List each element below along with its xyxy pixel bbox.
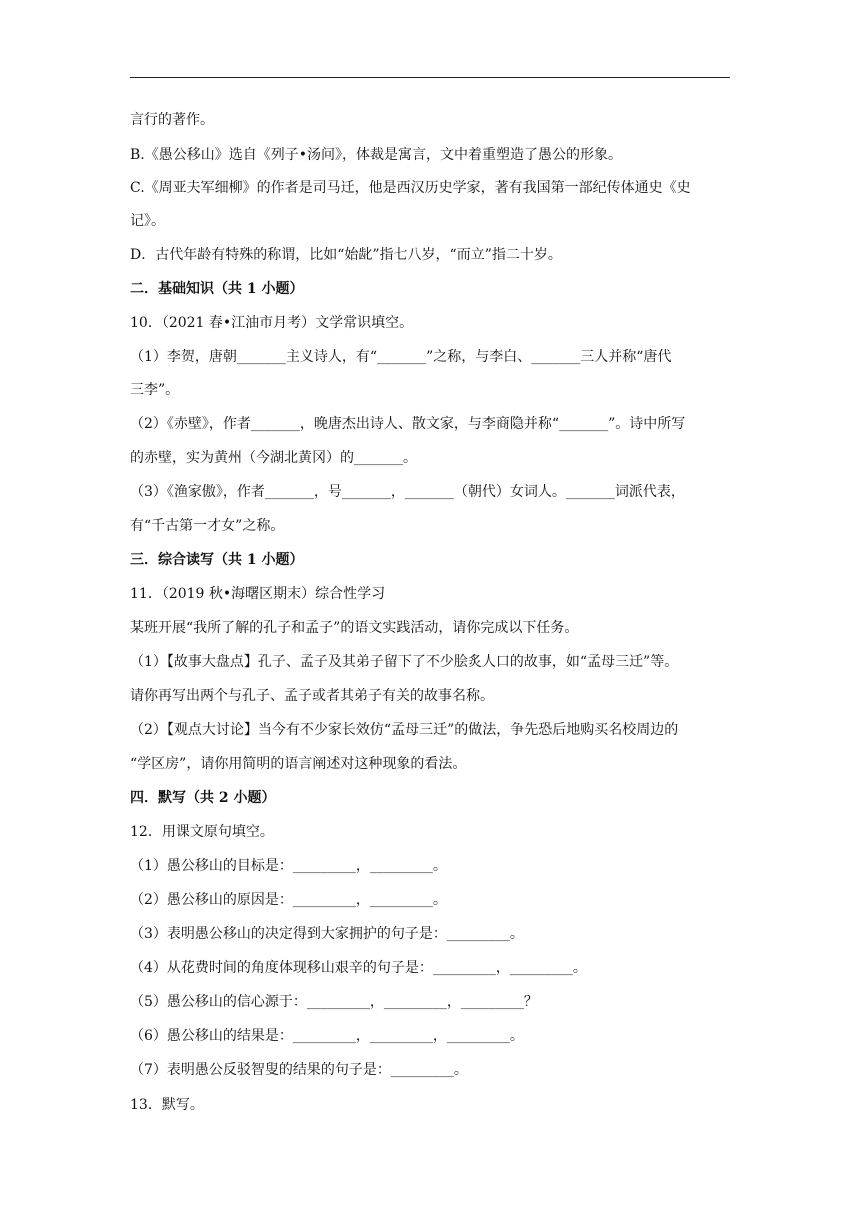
text-line: “学区房”，请你用简明的语言阐述对这种现象的看法。 bbox=[130, 756, 467, 772]
text-line: （5）愚公移山的信心源于：_________，_________，_________？ bbox=[130, 994, 538, 1010]
text-line: 有“千古第一才女”之称。 bbox=[130, 518, 285, 534]
section-heading-4: 四．默写（共 2 小题） bbox=[130, 790, 276, 806]
question-10: 10．（2021 春•江油市月考）文学常识填空。 bbox=[130, 315, 414, 331]
text-line: （3）《渔家傲》，作者_______，号_______，_______（朝代）女词人。_______词派代表， bbox=[130, 484, 685, 500]
header-rule bbox=[130, 77, 730, 78]
option-b: B.《愚公移山》选自《列子•汤问》，体裁是寓言，文中着重塑造了愚公的形象。 bbox=[130, 147, 622, 163]
question-13: 13．默写。 bbox=[130, 1097, 204, 1113]
text-line: （2）愚公移山的原因是：_________，_________。 bbox=[130, 892, 447, 908]
text-line: 记》。 bbox=[130, 213, 165, 229]
question-11: 11．（2019 秋•海曙区期末）综合性学习 bbox=[130, 586, 386, 602]
text-line: （3）表明愚公移山的决定得到大家拥护的句子是：_________。 bbox=[130, 926, 524, 942]
text-line: （7）表明愚公反驳智叟的结果的句子是：_________。 bbox=[130, 1062, 468, 1078]
text-line: （4）从花费时间的角度体现移山艰辛的句子是：_________，_________。 bbox=[130, 960, 587, 976]
option-c: C.《周亚夫军细柳》的作者是司马迁，他是西汉历史学家，著有我国第一部纪传体通史《史 bbox=[130, 180, 691, 196]
text-line: （1）李贺，唐朝_______主义诗人，有“_______”之称，与李白、_______三人并称“唐代 bbox=[130, 349, 672, 365]
section-heading-2: 二．基础知识（共 1 小题） bbox=[130, 281, 304, 297]
question-12: 12．用课文原句填空。 bbox=[130, 824, 274, 840]
text-line: 某班开展“我所了解的孔子和孟子”的语文实践活动，请你完成以下任务。 bbox=[130, 620, 579, 636]
text-line: （6）愚公移山的结果是：_________，_________，_________。 bbox=[130, 1028, 524, 1044]
text-line: 请你再写出两个与孔子、孟子或者其弟子有关的故事名称。 bbox=[130, 688, 494, 704]
text-line: （2）【观点大讨论】当今有不少家长效仿“孟母三迁”的做法，争先恐后地购买名校周边的 bbox=[130, 722, 679, 738]
text-line: （1）愚公移山的目标是：_________，_________。 bbox=[130, 858, 447, 874]
text-line: 三李”。 bbox=[130, 382, 180, 398]
section-heading-3: 三．综合读写（共 1 小题） bbox=[130, 552, 304, 568]
text-line: 言行的著作。 bbox=[130, 112, 214, 128]
text-line: （2）《赤壁》，作者_______，晚唐杰出诗人、散文家，与李商隐并称“_______”。诗中所写 bbox=[130, 416, 686, 432]
option-d: D．古代年龄有特殊的称谓，比如“始龀”指七八岁，“而立”指二十岁。 bbox=[130, 247, 562, 263]
text-line: 的赤壁，实为黄州（今湖北黄冈）的_______。 bbox=[130, 450, 417, 466]
text-line: （1）【故事大盘点】孔子、孟子及其弟子留下了不少脍炙人口的故事，如“孟母三迁”等。 bbox=[130, 654, 679, 670]
